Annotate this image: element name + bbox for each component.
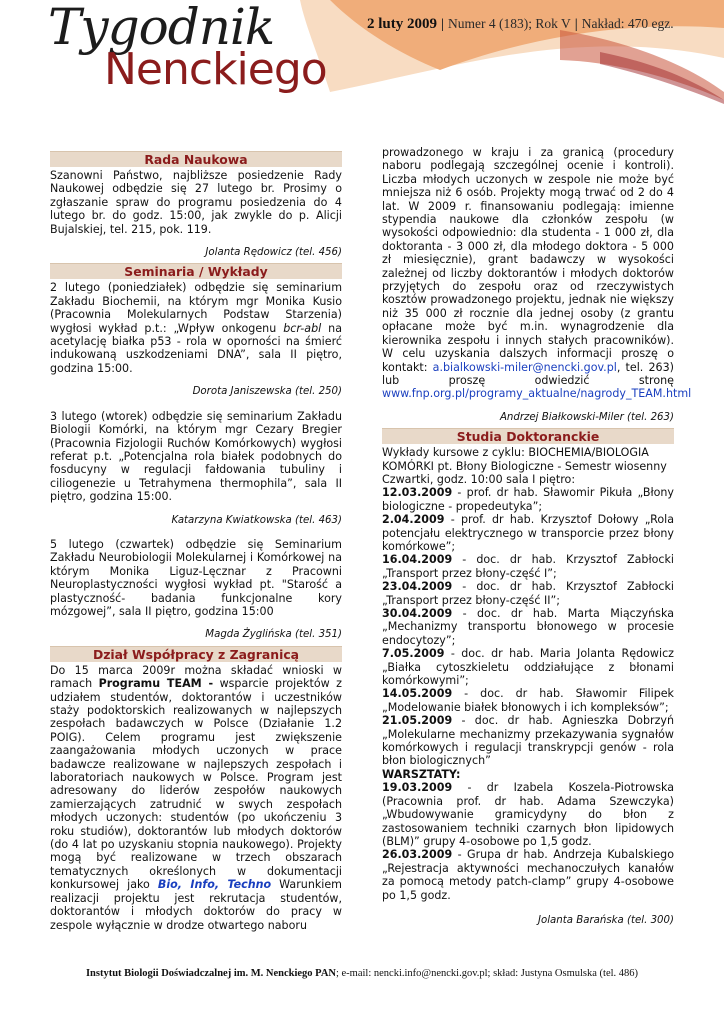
left-column (50, 151, 342, 932)
signature: Dorota Janiszewska (tel. 250) (192, 386, 342, 398)
item-text: - doc. dr hab. Marta Miączyńska „Mechanizmy transportu błonowego w procesie endocytozy”; (382, 607, 674, 647)
lecture-list (382, 486, 674, 768)
item-date: 21.05.2009 (382, 714, 453, 728)
item-text: - doc. dr hab. Krzysztof Zabłocki „Transport przez błony-część I”; (382, 553, 674, 580)
item-date: 30.04.2009 (382, 607, 453, 620)
signature: Jolanta Barańska (tel. 300) (537, 914, 674, 926)
contact-email-link[interactable]: a.bialkowski-miler@nencki.gov.pl (432, 360, 617, 374)
item-date: 19.03.2009 (382, 781, 453, 795)
item-date: 2.04.2009 (382, 513, 445, 527)
issue-circulation: Nakład: 470 egz. (581, 16, 674, 31)
workshops-label: WARSZTATY: (382, 767, 461, 781)
item-text: - prof. dr hab. Sławomir Pikuła „Błony biologiczne - propedeutyka”; (382, 486, 674, 513)
studia-intro: Wykłady kursowe z cyklu: BIOCHEMIA/BIOLOGIA KOMÓRKI pt. Błony Biologiczne - Semestr wiosenny Czwartki, godz. 10:00 sala I piętro: (382, 446, 667, 486)
section-heading-wspolpraca: Dział Współpracy z Zagranicą (50, 646, 342, 662)
list-item (382, 687, 674, 714)
item-date: 12.03.2009 (382, 486, 453, 500)
seminar-1-italic: bcr-abl (283, 321, 322, 335)
item-text: - doc. dr hab. Agnieszka Dobrzyń „Molekularne mechanizmy przekazywania sygnałów komórkowych i regulacji transkrypcji genów - rola błon biologicznych” (382, 714, 674, 768)
team-text-part: prowadzonego w kraju i za granicą (procedury naboru podlegają szczególnej ocenie i kontroli). Liczba młodych uczonych w zespole nie może być mniejsza niż 6 osób. Projekty mogą trwać od 2 do 4 lat. W 2009 r. finansowaniu podlegają: imienne stypendia naukowe dla członków zespołu (w wysokości odpowiednio: dla studenta - 1 000 zł, dla doktoranta - 3 000 zł, dla młodego doktora - 5 000 zł miesięcznie), grant badawczy w wysokości zależnej od liczby doktorantów i młodych doktorów przyjętych do zespołu oraz od rzeczywistych kosztów prowadzonego projektu, jednak nie większy niż 35 000 zł rocznie dla jednej osoby (z grantu opłacane może być m.in. wynagrodzenie dla kierownika zespołu i innych stałych pracowników). W celu uzyskania dalszych informacji proszę o kontakt: (382, 146, 674, 374)
list-item (382, 714, 674, 768)
masthead-subtitle: Nenckiego (104, 44, 327, 95)
issue-volume: Rok V (535, 16, 571, 31)
team-program-text (50, 664, 342, 932)
footer-institute: Instytut Biologii Doświadczalnej im. M. Nenckiego PAN (85, 968, 336, 979)
seminar-3-text: 5 lutego (czwartek) odbędzie się Seminarium Zakładu Neurobiologii Molekularnej i Komórkowej na którym Monika Liguz-Lęcznar z Pracowni Neuroplastyczności wygłosi wykład pt. "Starość a plastyczność- badania funkcjonalne kory mózgowej”, sala II piętro, godzina 15:00 (50, 537, 342, 618)
list-item (382, 781, 674, 848)
item-text: - doc. dr hab. Sławomir Filipek „Modelowanie białek błonowych i ich kompleksów”; (382, 687, 674, 714)
list-item (382, 848, 674, 902)
seminar-1-part: 2 lutego (poniedziałek) odbędzie się seminarium Zakładu Biochemii, na którym mgr Monika Kusio (Pracownia Molekularnych Podstaw Starzenia) wygłosi wykład p.t.: „Wpływ onkogenu (50, 281, 342, 335)
list-item (382, 486, 674, 513)
item-date: 23.04.2009 (382, 580, 453, 594)
team-programs: Bio, Info, Techno (157, 878, 272, 892)
seminar-1-part: na acetylację białka p53 - rola w oporności na śmierć indukowaną uszkodzeniami DNA”, sala II piętro, godzina 15:00. (50, 321, 342, 375)
list-item (382, 647, 674, 687)
team-url-link[interactable]: www.fnp.org.pl/programy_aktualne/nagrody_TEAM.html (382, 387, 692, 401)
team-text-part: wsparcie projektów z udziałem studentów, doktorantów i uczestników staży podoktorskich realizowanych w najlepszych zespołach badawczych w Polsce (Działanie 1.2 POIG). Celem programu jest zwiększenie zaangażowania młodych uczonych w prace badawcze realizowane w najlepszych zespołach i laboratoriach naukowych w Polsce. Program jest adresowany do liderów zespołów naukowych zamierzających zatrudnić w swych zespołach młodych uczonych: studentów (po ukończeniu 3 roku studiów), doktorantów lub młodych doktorów (do 4 lat po uzyskaniu stopnia naukowego). Projekty mogą być realizowane w trzech obszarach tematycznych określonych w dokumentacji konkursowej jako (50, 677, 343, 892)
separator: | (441, 16, 444, 31)
issue-info (367, 16, 674, 33)
item-text: - doc. dr hab. Krzysztof Zabłocki „Transport przez błony-część II”; (382, 580, 674, 607)
item-text: - doc. dr hab. Maria Jolanta Rędowicz „Białka cytoszkieletu oddziałujące z błonami komórkowymi”; (382, 647, 674, 688)
list-item (382, 607, 674, 647)
item-date: 14.05.2009 (382, 687, 453, 701)
seminar-2-text: 3 lutego (wtorek) odbędzie się seminarium Zakładu Biologii Komórki, na którym mgr Cezary Bregier (Pracownia Fizjologii Ruchów Komórkowych) wygłosi referat p.t. „Potencjalna rola białek podobnych do fosducyny w regulacji fałdowania tubuliny i ciliogenezie u Tetrahymena thermophila”, sala II piętro, godzina 15:00. (50, 409, 342, 504)
team-program-name: Programu TEAM - (98, 677, 214, 691)
team-text-part: , tel. 263) lub proszę odwiedzić stronę (382, 360, 674, 387)
item-text: - Grupa dr hab. Andrzeja Kubalskiego „Rejestracja aktywności mechanoczułych kanałów za pomocą metody patch-clamp” grupy 4-osobowe po 1,5 godz. (382, 848, 674, 902)
team-text-part: Warunkiem realizacji projektu jest rekrutacja studentów, doktorantów i młodych doktorów do pracy w zespole wyłącznie w drodze otwartego naboru (50, 878, 342, 932)
seminar-1-text (50, 281, 342, 375)
separator: | (574, 16, 578, 31)
item-date: 16.04.2009 (382, 553, 453, 567)
team-text-part: Do 15 marca 2009r można składać wnioski w ramach (50, 663, 342, 691)
signature: Jolanta Rędowicz (tel. 456) (205, 247, 342, 259)
item-text: - dr Izabela Koszela-Piotrowska (Pracownia prof. dr hab. Adama Szewczyka) „Wbudowywanie gramicydyny do błon z zastosowaniem techniki czarnych błon lipidowych (BLM)” grupy 4-osobowe po 1,5 godz. (382, 781, 674, 848)
issue-date: 2 luty 2009 (367, 16, 438, 32)
signature: Magda Żyglińska (tel. 351) (205, 629, 342, 641)
workshop-list (382, 781, 674, 902)
footer (0, 968, 724, 979)
section-heading-rada: Rada Naukowa (50, 151, 342, 167)
issue-number: Numer 4 (183); (448, 16, 532, 31)
item-date: 26.03.2009 (382, 848, 453, 862)
rada-text: Szanowni Państwo, najbliższe posiedzenie Rady Naukowej odbędzie się 27 lutego br. Prosimy o zgłaszanie spraw do programu posiedzenia do 4 lutego br. do godz. 15:00, jak zwykle do p. Alicji Bujalskiej, tel. 215, pok. 119. (50, 169, 342, 236)
section-heading-seminaria: Seminaria / Wykłady (50, 263, 342, 279)
signature: Andrzej Białkowski-Miler (tel. 263) (499, 411, 674, 423)
item-date: 7.05.2009 (382, 647, 445, 661)
item-text: - prof. dr hab. Krzysztof Dołowy „Rola potencjału elektrycznego w transporcie przez błony komórkowe”; (382, 513, 674, 553)
list-item (382, 513, 674, 553)
list-item (382, 553, 674, 580)
team-program-continued (382, 146, 692, 401)
right-column (382, 146, 692, 927)
footer-details: ; e-mail: nencki.info@nencki.gov.pl; skład: Justyna Osmulska (tel. 486) (335, 968, 639, 979)
masthead-title: Tygodnik (48, 0, 275, 56)
list-item (382, 580, 674, 607)
section-heading-studia: Studia Doktoranckie (382, 428, 674, 444)
signature: Katarzyna Kwiatkowska (tel. 463) (171, 514, 342, 526)
